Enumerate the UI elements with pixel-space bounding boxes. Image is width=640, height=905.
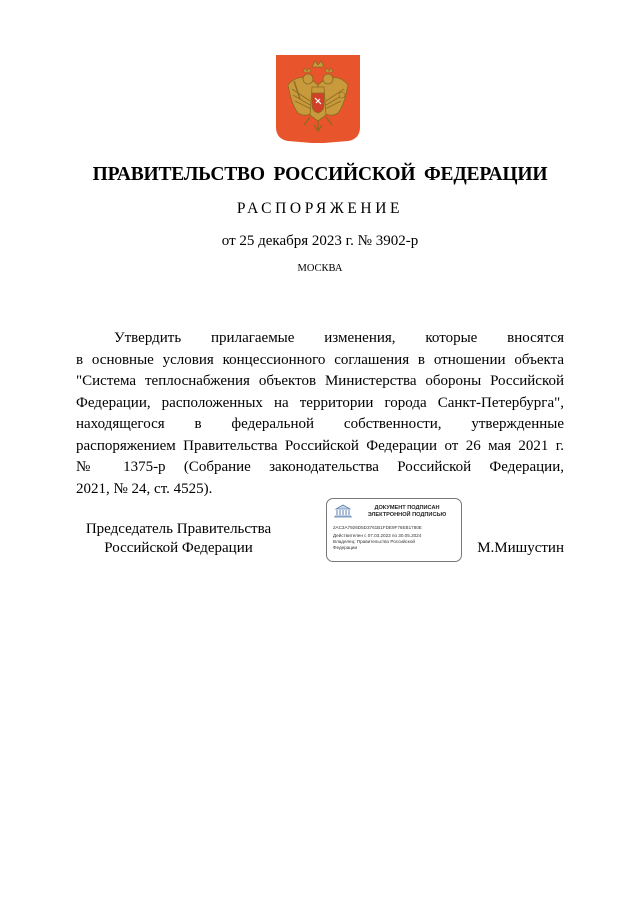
document-type: РАСПОРЯЖЕНИЕ [236,200,404,217]
stamp-heading-line-1: ДОКУМЕНТ ПОДПИСАН [374,505,440,511]
body-line: Федерации, расположенных на территории города Санкт-Петербурга", [76,394,564,411]
body-line: Утвердить прилагаемые изменения, которые вносятся [114,330,564,346]
body-line: находящегося в федеральной собственности, утвержденные [76,416,564,432]
issuer-title: ПРАВИТЕЛЬСТВО РОССИЙСКОЙ ФЕДЕРАЦИИ [92,164,548,185]
document-city: МОСКВА [297,263,343,274]
owner-line-1: Владелец: Правительство Российской [333,539,415,544]
body-line: "Система теплоснабжения объектов Министерства обороны Российской [76,373,564,389]
government-building-icon [333,504,353,518]
validity-period: Действителен с 07.03.2023 по 30.05.2024 [333,533,422,538]
position-line-2: Российской Федерации [104,540,253,556]
stamp-heading-line-2: ЭЛЕКТРОННОЙ ПОДПИСЬЮ [367,512,447,518]
body-line: в основные условия концессионного соглашения в отношении объекта [76,351,564,368]
position-line-1: Председатель Правительства [85,521,272,537]
body-line: 2021, № 24, ст. 4525). [76,480,213,497]
document-date-number: от 25 декабря 2023 г. № 3902-р [221,233,419,249]
certificate-number: 2AC3A7926D5D3761B1FDE9F76EB1780E [333,525,422,530]
body-line: распоряжением Правительства Российской Федерации от 26 мая 2021 г. [76,437,564,454]
signatory-name: М.Мишустин [477,540,564,556]
signatory-position [76,520,281,558]
stamp-heading [357,505,457,519]
order-body [76,328,564,500]
electronic-signature-stamp [326,498,462,562]
body-line: № 1375-р (Собрание законодательства Российской Федерации, [76,459,564,475]
stamp-validity [333,533,421,551]
coat-of-arms-icon [276,55,360,143]
owner-line-2: Федерации [333,545,358,550]
